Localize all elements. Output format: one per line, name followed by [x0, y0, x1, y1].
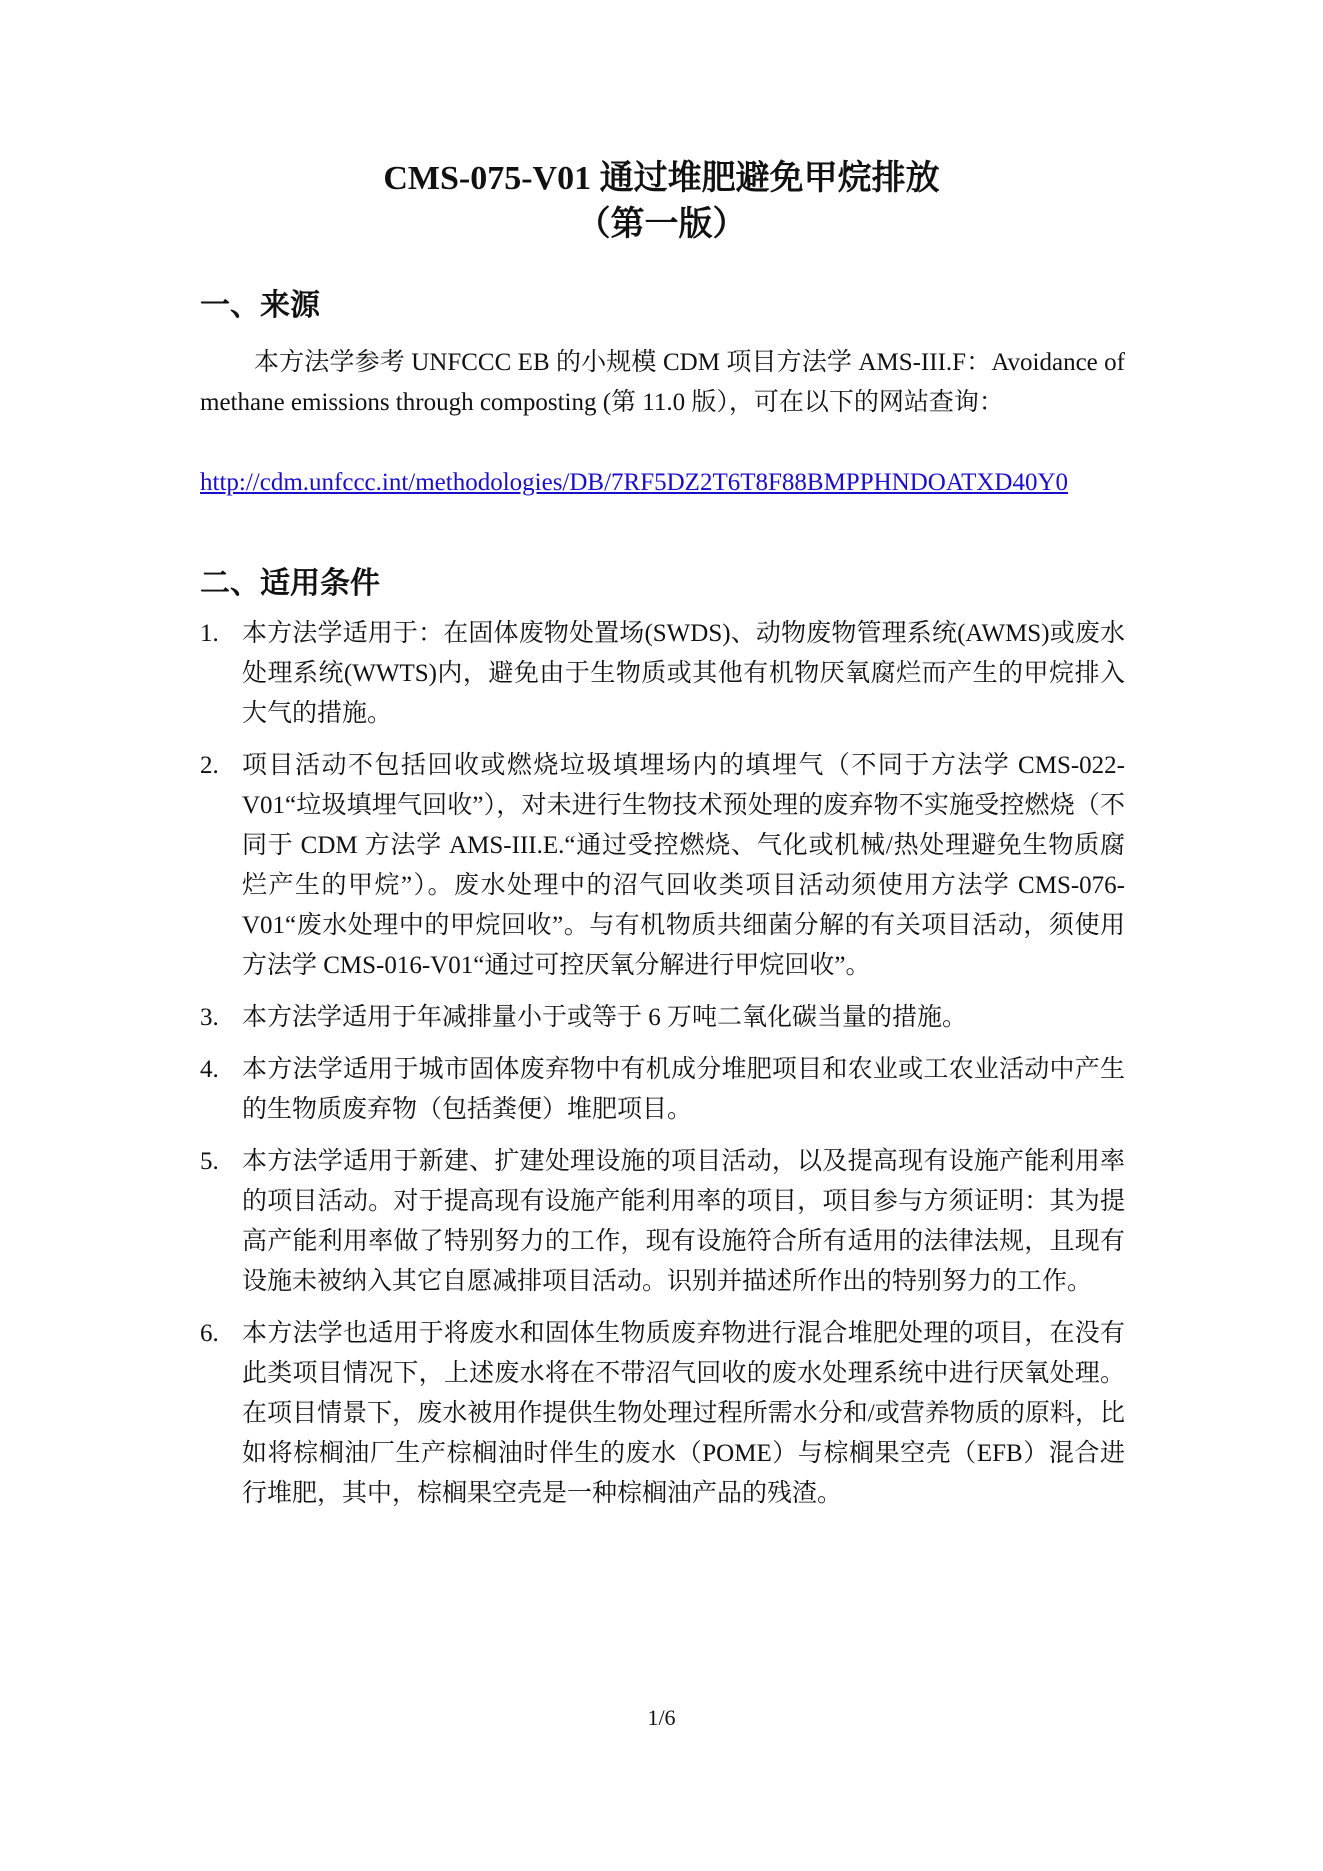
list-item [200, 1142, 1125, 1302]
list-item-number: 4. [200, 1056, 219, 1083]
list-item-text: 本方法学适用于：在固体废物处置场(SWDS)、动物废物管理系统(AWMS)或废水处理系统(WWTS)内，避免由于生物质或其他有机物厌氧腐烂而产生的甲烷排入大气的措施。 [242, 620, 1125, 727]
list-item-text: 项目活动不包括回收或燃烧垃圾填埋场内的填埋气（不同于方法学 CMS-022-V01“垃圾填埋气回收”），对未进行生物技术预处理的废弃物不实施受控燃烧（不同于 CDM 方法学 AMS-III.E.“通过受控燃烧、气化或机械/热处理避免生物质腐烂产生的甲烷”）。废水处理中的沼气回收类项目活动须使用方法学 CMS-076-V01“废水处理中的甲烷回收”。与有机物质共细菌分解的有关项目活动，须使用方法学 CMS-016-V01“通过可控厌氧分解进行甲烷回收”。 [242, 752, 1125, 979]
list-item-text: 本方法学适用于城市固体废弃物中有机成分堆肥项目和农业或工农业活动中产生的生物质废弃物（包括粪便）堆肥项目。 [242, 1056, 1125, 1123]
list-item-text: 本方法学适用于年减排量小于或等于 6 万吨二氧化碳当量的措施。 [242, 1004, 968, 1031]
list-item [200, 998, 1125, 1038]
list-item-number: 2. [200, 752, 219, 779]
list-item-text: 本方法学适用于新建、扩建处理设施的项目活动，以及提高现有设施产能利用率的项目活动。对于提高现有设施产能利用率的项目，项目参与方须证明：其为提高产能利用率做了特别努力的工作，现有设施符合所有适用的法律法规，且现有设施未被纳入其它自愿减排项目活动。识别并描述所作出的特别努力的工作。 [242, 1148, 1125, 1295]
section-heading-conditions: 二、适用条件 [200, 567, 380, 600]
document-title: CMS-075-V01 通过堆肥避免甲烷排放 [383, 160, 940, 197]
list-item-number: 5. [200, 1148, 219, 1175]
source-paragraph: 本方法学参考 UNFCCC EB 的小规模 CDM 项目方法学 AMS-III.F：Avoidance of methane emissions through composting (第 11.0 版），可在以下的网站查询： [200, 349, 1125, 416]
document-subtitle: （第一版） [576, 206, 747, 243]
list-item [200, 614, 1125, 734]
section-heading-source: 一、来源 [200, 289, 320, 322]
list-item-number: 1. [200, 620, 219, 647]
list-item [200, 1314, 1125, 1514]
conditions-list [200, 614, 1125, 1526]
page-number: 1/6 [647, 1705, 676, 1730]
list-item [200, 746, 1125, 986]
list-item-text: 本方法学也适用于将废水和固体生物质废弃物进行混合堆肥处理的项目，在没有此类项目情况下，上述废水将在不带沼气回收的废水处理系统中进行厌氧处理。在项目情景下，废水被用作提供生物处理过程所需水分和/或营养物质的原料，比如将棕榈油厂生产棕榈油时伴生的废水（POME）与棕榈果空壳（EFB）混合进行堆肥，其中，棕榈果空壳是一种棕榈油产品的残渣。 [242, 1320, 1125, 1507]
source-link[interactable]: http://cdm.unfccc.int/methodologies/DB/7RF5DZ2T6T8F88BMPPHNDOATXD40Y0 [200, 469, 1069, 496]
list-item-number: 3. [200, 1004, 219, 1031]
list-item-number: 6. [200, 1320, 219, 1347]
list-item [200, 1050, 1125, 1130]
